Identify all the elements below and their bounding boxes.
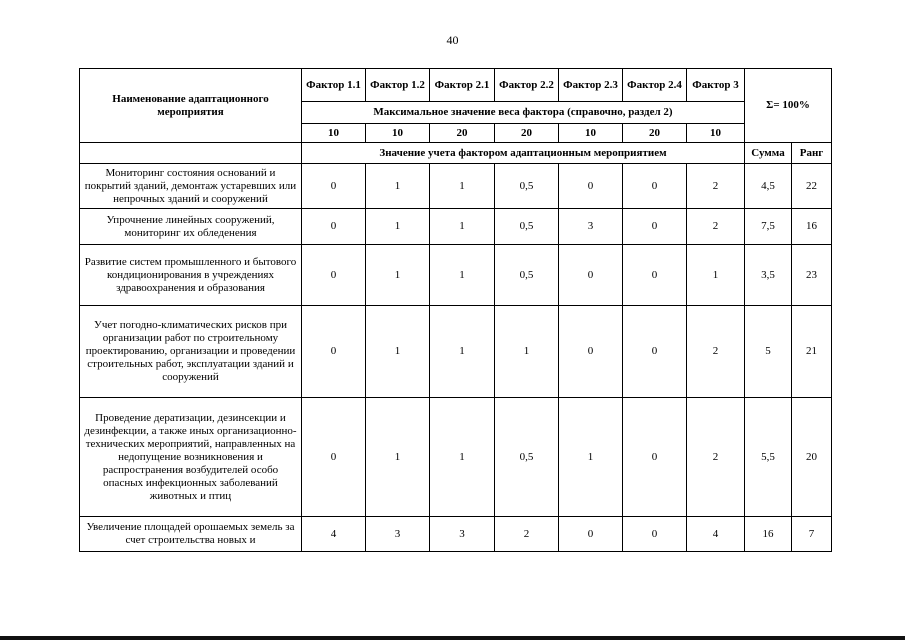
factor-value: 0: [623, 398, 687, 517]
factor-header: Фактор 2.4: [623, 69, 687, 102]
weight-value: 10: [559, 124, 623, 143]
factor-value: 2: [687, 398, 745, 517]
factor-value: 0: [302, 209, 366, 245]
factor-value: 2: [687, 164, 745, 209]
measure-name: Мониторинг состояния оснований и покрытий зданий, демонтаж устаревших или непрочных зданий и сооружений: [80, 164, 302, 209]
blank-header-cell: [80, 143, 302, 164]
factor-value: 0,5: [495, 398, 559, 517]
factor-value: 1: [687, 245, 745, 306]
factor-value: 1: [430, 398, 495, 517]
factor-value: 0: [623, 306, 687, 398]
sum-value: 16: [745, 517, 792, 552]
scan-edge-divider: [0, 636, 905, 640]
factor-header: Фактор 1.1: [302, 69, 366, 102]
factor-value: 0,5: [495, 245, 559, 306]
factor-value: 0: [302, 164, 366, 209]
rank-value: 22: [792, 164, 832, 209]
name-column-header: Наименование адаптационного мероприятия: [80, 69, 302, 143]
sum-value: 4,5: [745, 164, 792, 209]
measure-name: Учет погодно-климатических рисков при организации работ по строительному проектированию, организации и проведении строительных работ, эксплуатации зданий и сооружений: [80, 306, 302, 398]
factor-value: 1: [366, 245, 430, 306]
factor-value: 1: [366, 306, 430, 398]
factor-value: 3: [559, 209, 623, 245]
factor-header: Фактор 2.2: [495, 69, 559, 102]
sigma-header: Σ= 100%: [745, 69, 832, 143]
sum-header: Сумма: [745, 143, 792, 164]
factor-value: 0: [623, 209, 687, 245]
rank-value: 20: [792, 398, 832, 517]
factor-header: Фактор 3: [687, 69, 745, 102]
factor-value: 0: [559, 164, 623, 209]
factor-value: 1: [430, 209, 495, 245]
factor-value: 0,5: [495, 209, 559, 245]
measure-name: Увеличение площадей орошаемых земель за счет строительства новых и: [80, 517, 302, 552]
measure-name: Развитие систем промышленного и бытового кондиционирования в учреждениях здравоохранения и образования: [80, 245, 302, 306]
table-row: [80, 164, 832, 209]
factor-value: 0: [302, 398, 366, 517]
weight-value: 20: [430, 124, 495, 143]
factor-value: 0: [559, 517, 623, 552]
sum-value: 5: [745, 306, 792, 398]
sum-value: 5,5: [745, 398, 792, 517]
factor-value: 0: [623, 517, 687, 552]
table-row: [80, 398, 832, 517]
factor-value: 1: [559, 398, 623, 517]
table-row: [80, 517, 832, 552]
factor-value: 0: [559, 306, 623, 398]
factor-value: 1: [366, 209, 430, 245]
factor-value: 0: [302, 306, 366, 398]
factor-value: 3: [366, 517, 430, 552]
factor-header: Фактор 2.1: [430, 69, 495, 102]
rank-value: 7: [792, 517, 832, 552]
factor-value: 1: [495, 306, 559, 398]
factor-value: 2: [687, 209, 745, 245]
adaptation-measures-table: [79, 68, 832, 552]
max-weight-header: Максимальное значение веса фактора (справочно, раздел 2): [302, 102, 745, 124]
table-row: [80, 245, 832, 306]
table-row: [80, 209, 832, 245]
factor-value: 4: [302, 517, 366, 552]
factor-value: 1: [430, 164, 495, 209]
measure-name: Упрочнение линейных сооружений, мониторинг их обледенения: [80, 209, 302, 245]
factor-value: 2: [495, 517, 559, 552]
factor-value: 0: [559, 245, 623, 306]
rank-value: 21: [792, 306, 832, 398]
factor-value: 2: [687, 306, 745, 398]
weight-value: 10: [366, 124, 430, 143]
measure-name: Проведение дератизации, дезинсекции и дезинфекции, а также иных организационно-технических мероприятий, направленных на недопущение возникновения и распространения возбудителей особо опасных инфекционных заболеваний животных и птиц: [80, 398, 302, 517]
sum-value: 3,5: [745, 245, 792, 306]
rank-header: Ранг: [792, 143, 832, 164]
factor-value: 3: [430, 517, 495, 552]
factor-header: Фактор 2.3: [559, 69, 623, 102]
page-number: 40: [446, 33, 459, 47]
weight-value: 10: [302, 124, 366, 143]
factor-value: 0: [623, 164, 687, 209]
weight-value: 20: [495, 124, 559, 143]
factor-value: 1: [430, 245, 495, 306]
sum-value: 7,5: [745, 209, 792, 245]
factor-value: 0,5: [495, 164, 559, 209]
factor-value: 1: [430, 306, 495, 398]
factor-value: 4: [687, 517, 745, 552]
rank-value: 16: [792, 209, 832, 245]
factor-header: Фактор 1.2: [366, 69, 430, 102]
factor-value: 0: [623, 245, 687, 306]
weight-value: 20: [623, 124, 687, 143]
factor-value: 1: [366, 398, 430, 517]
table-row: [80, 306, 832, 398]
factor-value: 1: [366, 164, 430, 209]
factor-value-header: Значение учета фактором адаптационным мероприятием: [302, 143, 745, 164]
weight-value: 10: [687, 124, 745, 143]
rank-value: 23: [792, 245, 832, 306]
factor-value: 0: [302, 245, 366, 306]
